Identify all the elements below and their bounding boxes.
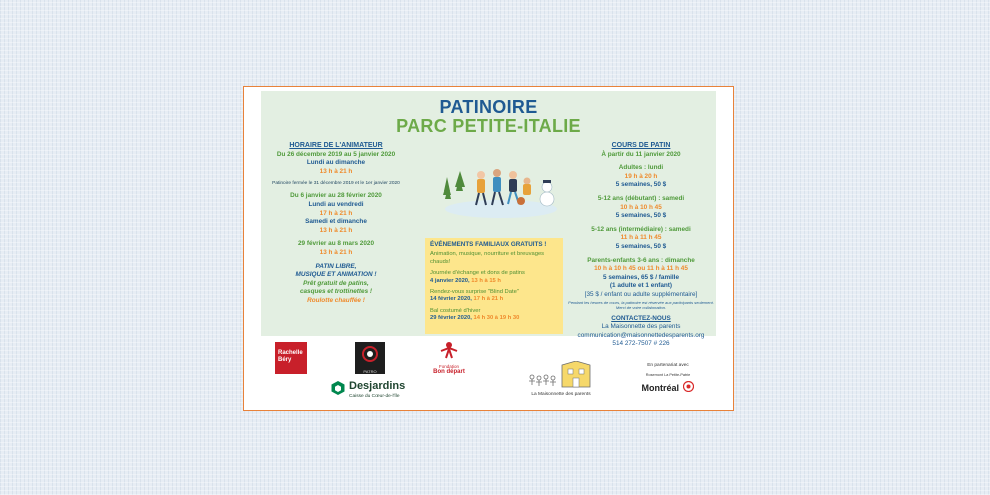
course-2-group: 5-12 ans (débutant) : samedi — [597, 194, 685, 202]
event-3-title: Rendez-vous surprise "Blind Date" — [430, 289, 519, 296]
reserved-note: Pendant les heures de cours, la patinoire est réservée aux participants seulement. Merci de votre collaboration. — [568, 299, 714, 310]
event-2-date: 4 janvier 2020, — [430, 277, 470, 284]
period-1-hours: 13 h à 21 h — [319, 167, 353, 175]
loan-2: casques et trottinettes ! — [299, 288, 373, 296]
event-4-title: Bal costumé d'hiver — [430, 307, 481, 314]
rachelle-bery-logo — [275, 342, 307, 374]
period-1-dates: Du 26 décembre 2019 au 5 janvier 2020 — [276, 150, 396, 158]
contact-phone: 514 272-7507 # 226 — [612, 340, 670, 348]
poster — [261, 91, 716, 348]
animator-header: HORAIRE DE L'ANIMATEUR — [289, 142, 383, 149]
desjardins-logo — [330, 379, 430, 405]
maisonnette-logo — [524, 361, 598, 401]
event-3-date: 14 février 2020, — [430, 296, 472, 303]
arrondissement-text: Rosemont La Petite-Patrie — [645, 373, 691, 377]
course-4-price: 5 semaines, 65 $ / famille — [602, 273, 680, 281]
animator-schedule — [261, 142, 411, 306]
patro-text: PATRO — [363, 369, 377, 374]
event-2-time: 13 h à 15 h — [471, 277, 501, 284]
bon-depart-text: Bon départ — [433, 369, 465, 375]
partner-text: En partenariat avec — [647, 363, 689, 368]
bon-depart-figure-icon — [438, 341, 460, 359]
closed-note: Patinoire fermée le 31 décembre 2019 et le 1er janvier 2020 — [272, 181, 400, 187]
maisonnette-house-icon — [528, 361, 594, 389]
fondation-bon-depart-logo — [426, 341, 472, 375]
montreal-rosette-icon — [683, 381, 694, 392]
sponsor-logos — [244, 339, 735, 409]
period-2-days: Lundi au vendredi — [308, 200, 364, 208]
flyer-frame — [243, 86, 734, 411]
course-4-extra: [35 $ / enfant ou adulte supplémentaire] — [584, 290, 698, 298]
maisonnette-text: La Maisonnette des parents — [531, 392, 591, 397]
contact-org: La Maisonnette des parents — [601, 323, 681, 331]
lessons-start: À partir du 11 janvier 2020 — [601, 150, 681, 158]
course-3-price: 5 semaines, 50 $ — [615, 242, 667, 250]
course-1-time: 19 h à 20 h — [624, 172, 658, 180]
loan-1: Prêt gratuit de patins, — [303, 279, 369, 287]
lessons-header: COURS DE PATIN — [611, 142, 671, 149]
bery-text: Béry — [278, 357, 292, 363]
skaters-illustration — [441, 151, 561, 221]
family-events-box — [425, 238, 563, 334]
events-header: ÉVÉNEMENTS FAMILIAUX GRATUITS ! — [430, 241, 547, 248]
title-line-2: PARC PETITE-ITALIE — [396, 116, 581, 136]
montreal-text: Montréal — [641, 383, 680, 393]
period-2-weekend-hours: 13 h à 21 h — [319, 226, 353, 234]
patro-logo — [355, 342, 385, 374]
course-4-note: (1 adulte et 1 enfant) — [609, 282, 673, 290]
course-1-price: 5 semaines, 50 $ — [615, 181, 667, 189]
desjardins-hexagon-icon — [330, 380, 346, 396]
patro-emblem-icon — [355, 342, 385, 364]
event-2-title: Journée d'échange et dons de patins — [430, 270, 525, 277]
period-1-days: Lundi au dimanche — [306, 159, 366, 167]
free-skate-2: MUSIQUE ET ANIMATION ! — [295, 271, 377, 279]
course-3-time: 11 h à 11 h 45 — [620, 234, 662, 242]
title-line-1: PATINOIRE — [439, 97, 538, 117]
course-2-time: 10 h à 10 h 45 — [620, 203, 662, 211]
skating-lessons — [566, 142, 716, 349]
desjardins-subtitle: Caisse du Cœur-de-l'Île — [349, 394, 400, 399]
period-2-hours: 17 h à 21 h — [319, 209, 353, 217]
period-3-hours: 13 h à 21 h — [319, 248, 353, 256]
period-2-weekend: Samedi et dimanche — [305, 218, 367, 226]
desjardins-text: Desjardins — [349, 380, 406, 392]
course-1-group: Adultes : lundi — [618, 164, 664, 172]
course-4-group: Parents-enfants 3-6 ans : dimanche — [587, 256, 695, 264]
fondation-text: Fondation — [438, 364, 459, 369]
rachelle-text: Rachelle — [278, 350, 303, 356]
free-skate-1: PATIN LIBRE, — [315, 262, 357, 270]
contact-email: communication@maisonnettedesparents.org — [577, 331, 705, 339]
period-3-dates: 29 février au 8 mars 2020 — [297, 240, 375, 248]
contact-header: CONTACTEZ-NOUS — [611, 314, 671, 322]
course-3-group: 5-12 ans (intermédiaire) : samedi — [591, 225, 691, 233]
event-4-time: 14 h 30 à 19 h 30 — [473, 315, 520, 322]
course-4-time: 10 h à 10 h 45 ou 11 h à 11 h 45 — [594, 265, 688, 273]
montreal-logo — [632, 363, 704, 405]
period-2-dates: Du 6 janvier au 28 février 2020 — [290, 192, 382, 200]
event-1: Animation, musique, nourriture et breuvages chauds! — [430, 251, 545, 265]
event-4-date: 29 février 2020, — [430, 315, 472, 322]
event-3-time: 17 h à 21 h — [473, 296, 504, 303]
course-2-price: 5 semaines, 50 $ — [615, 212, 667, 220]
heated-trailer: Roulotte chauffée ! — [307, 296, 365, 304]
